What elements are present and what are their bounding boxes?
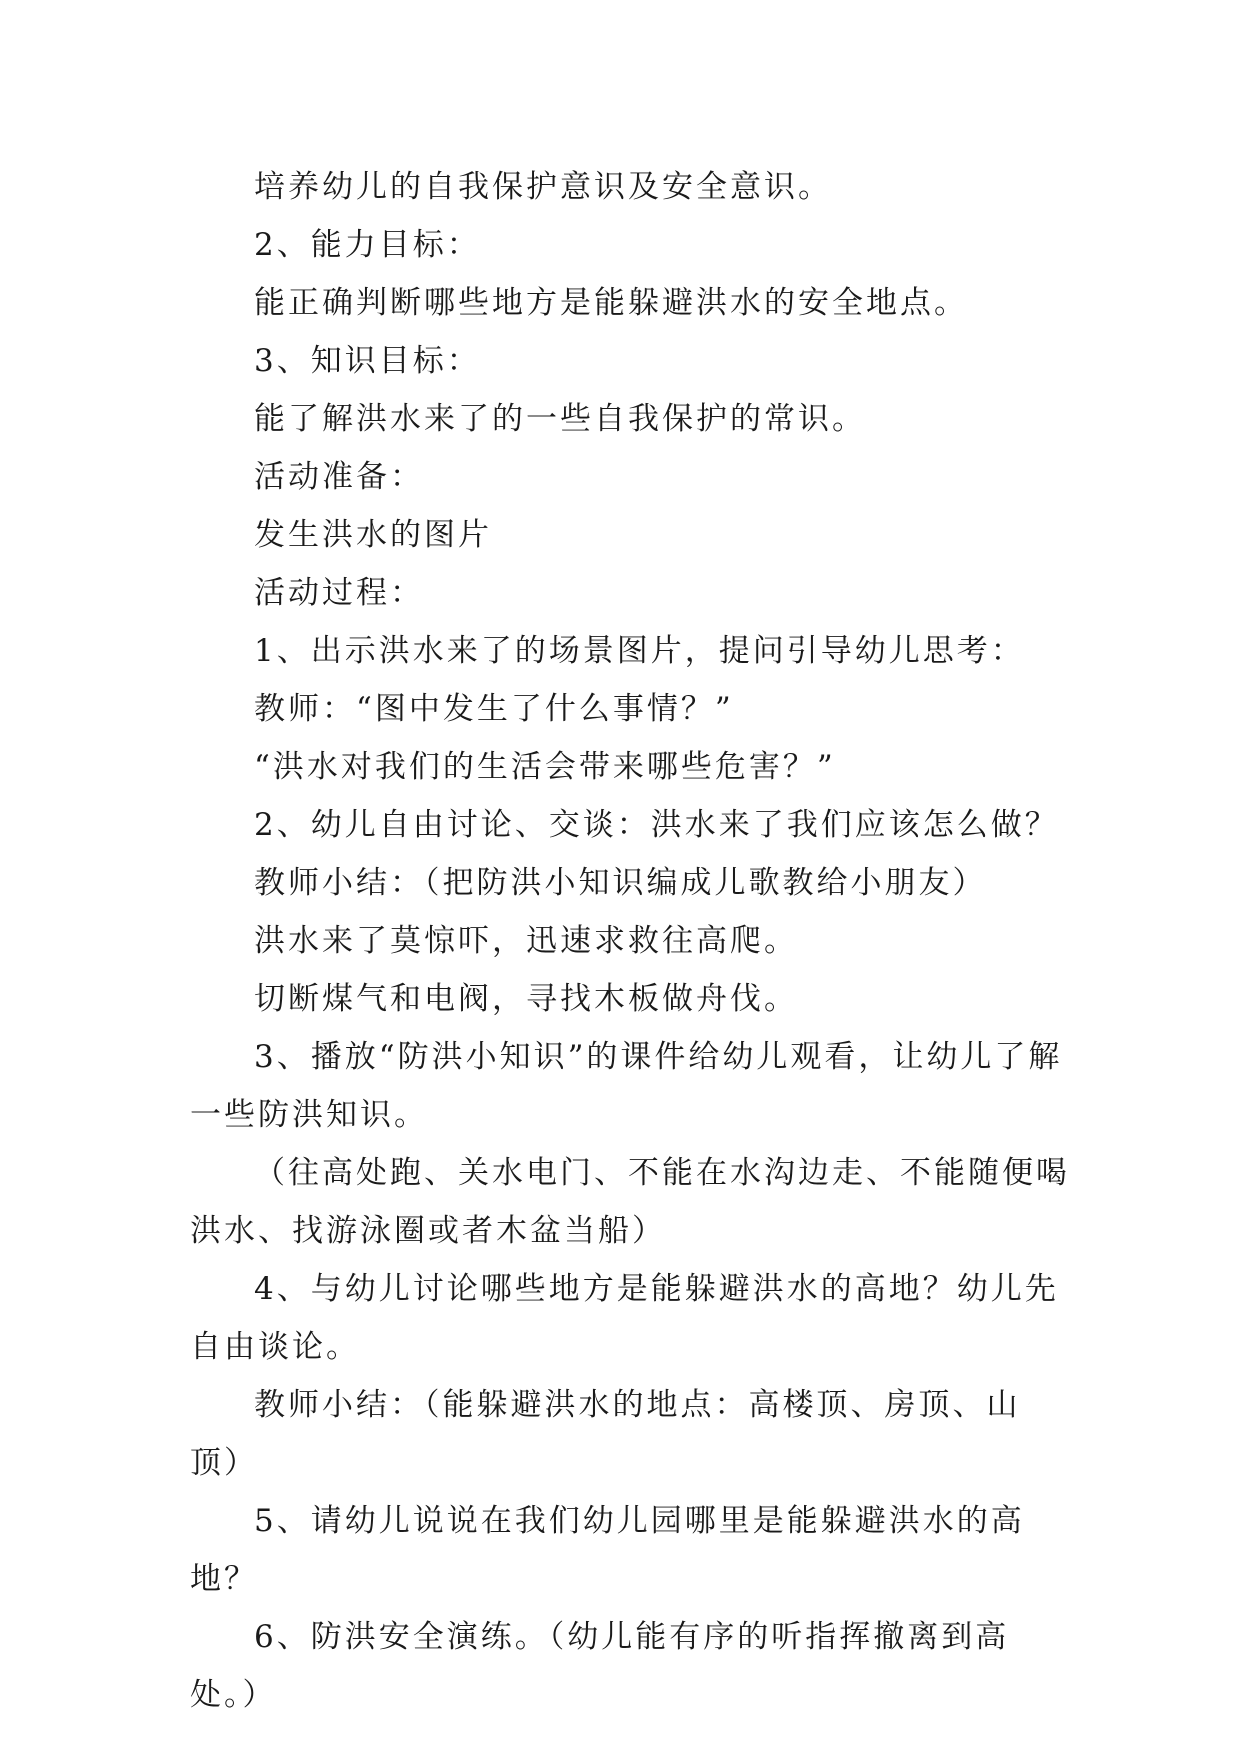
paragraph-20: 5、请幼儿说说在我们幼儿园哪里是能躲避洪水的高地？ (190, 1503, 1025, 1597)
paragraph-15: 切断煤气和电阀，寻找木板做舟伐。 (254, 981, 798, 1017)
paragraph-2: 2、能力目标： (254, 227, 481, 263)
paragraph-18: 4、与幼儿讨论哪些地方是能躲避洪水的高地？幼儿先自由谈论。 (190, 1271, 1059, 1365)
paragraph-8: 活动过程： (254, 575, 424, 611)
document-body (190, 158, 1070, 1724)
paragraph-16: 3、播放“防洪小知识”的课件给幼儿观看，让幼儿了解一些防洪知识。 (190, 1039, 1063, 1133)
paragraph-6: 活动准备： (254, 459, 424, 495)
paragraph-7: 发生洪水的图片 (254, 517, 492, 553)
paragraph-13: 教师小结：（把防洪小知识编成儿歌教给小朋友） (254, 865, 987, 901)
paragraph-5: 能了解洪水来了的一些自我保护的常识。 (254, 401, 866, 437)
paragraph-9: 1、出示洪水来了的场景图片，提问引导幼儿思考： (254, 633, 1025, 669)
paragraph-12: 2、幼儿自由讨论、交谈：洪水来了我们应该怎么做？ (254, 807, 1059, 843)
paragraph-11: “洪水对我们的生活会带来哪些危害？” (254, 749, 836, 785)
paragraph-1: 培养幼儿的自我保护意识及安全意识。 (254, 169, 832, 205)
paragraph-17: （往高处跑、关水电门、不能在水沟边走、不能随便喝洪水、找游泳圈或者木盆当船） (190, 1155, 1070, 1249)
paragraph-3: 能正确判断哪些地方是能躲避洪水的安全地点。 (254, 285, 968, 321)
paragraph-4: 3、知识目标： (254, 343, 481, 379)
paragraph-19: 教师小结：（能躲避洪水的地点：高楼顶、房顶、山顶） (190, 1387, 1021, 1481)
paragraph-10: 教师：“图中发生了什么事情？” (254, 691, 734, 727)
paragraph-21: 6、防洪安全演练。（幼儿能有序的听指挥撤离到高处。） (190, 1619, 1010, 1713)
paragraph-14: 洪水来了莫惊吓，迅速求救往高爬。 (254, 923, 798, 959)
